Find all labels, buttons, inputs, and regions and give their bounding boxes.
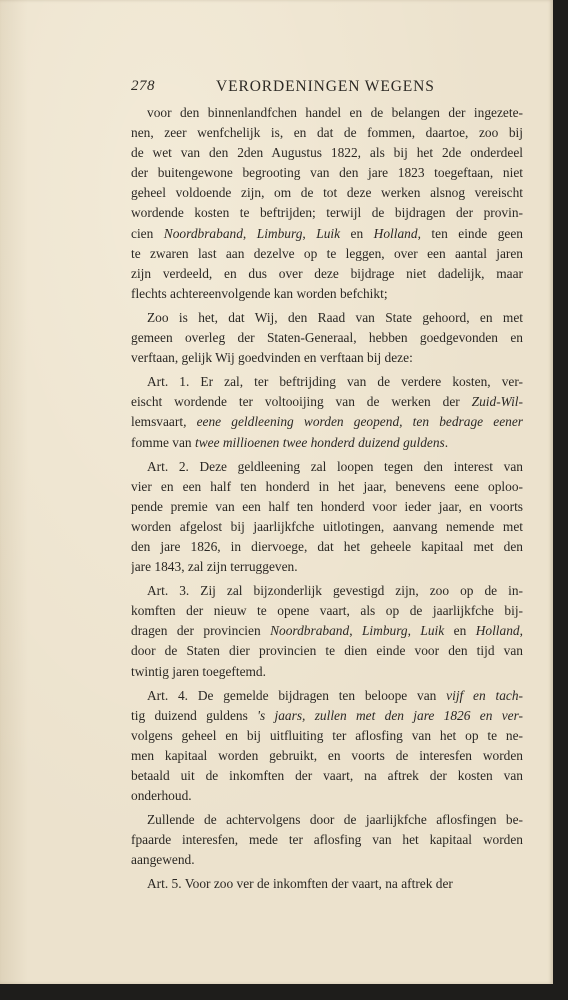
paragraph [131,308,523,368]
italic-text: Limburg [256,225,303,241]
text-segment: twintig jaren toegeftemd. [131,663,266,679]
italic-text: twee millioenen twee honderd duizend guldens [194,434,445,450]
text-line [131,328,523,348]
text-segment: der buitengewone begrooting van den jare 1823 toegeftaan, niet [131,165,523,181]
text-segment: , [519,623,523,639]
italic-text: Limburg [361,623,408,639]
text-line [131,850,523,870]
text-line [131,103,523,123]
text-segment: , ten einde geen [417,225,523,241]
text-line [131,497,523,517]
paragraph [131,103,523,304]
running-title: VERORDENINGEN WEGENS [216,78,435,95]
text-line [131,686,523,706]
text-line [131,224,523,244]
text-line [131,874,523,894]
text-segment: worden afgelost bij jaarlijkfche uitlotingen, aanvang nemende met [131,518,523,534]
text-line [131,203,523,223]
paragraph [131,874,523,894]
paragraph [131,810,523,870]
text-segment: men kapitaal worden gebruikt, en voorts de interesfen worden [131,747,523,763]
text-line [131,786,523,806]
body-text [131,103,523,895]
text-segment: nen, zeer wenfchelijk is, en dat de fommen, daartoe, zoo bij [131,125,523,141]
text-line [131,264,523,284]
italic-text: Luik [420,623,445,639]
text-line [131,183,523,203]
text-line [131,284,523,304]
text-segment: wordende kosten te beftrijden; terwijl de bijdragen der provin- [131,205,523,221]
text-segment: , [302,225,317,241]
text-segment: den jare 1826, in diervoege, dat het geheele kapitaal met den [131,538,523,554]
italic-text: Holland [475,623,520,639]
italic-text: Noordbraband [163,225,243,241]
text-line [131,244,523,264]
text-segment: dragen der provincien [131,623,271,639]
italic-text: 's jaars, zullen met den jare 1826 en ver- [247,707,523,723]
text-segment: Art. 3. Zij zal bijzonderlijk gevestigd zijn, zoo op de in- [147,583,523,599]
text-segment: volgens geheel en bij uitfluiting ter aflosfing van het op te ne- [131,727,523,743]
italic-text: Zuid-Wil- [471,394,523,410]
text-line [131,641,523,661]
text-segment: geheel voldoende zijn, om de tot deze werken alsnog vereischt [131,185,523,201]
text-segment: cien [131,225,164,241]
text-line [131,621,523,641]
text-segment: fpaarde interesfen, mede ter aflosfing van het kapitaal worden [131,832,523,848]
text-segment: lemsvaart [131,414,184,430]
text-segment: zijn verdeeld, en dus over deze bijdrage niet dadelijk, maar [131,265,523,281]
text-line [131,517,523,537]
text-line [131,372,523,392]
text-line [131,477,523,497]
text-line [131,810,523,830]
text-segment: Art. 2. Deze geldleening zal loopen tegen den interest van [147,458,523,474]
text-segment: door de Staten dier provincien te dien einde voor den tijd van [131,643,523,659]
text-line [131,537,523,557]
italic-text: , eene geldleening worden geopend, ten bedrage eener [183,414,523,430]
text-segment: pende premie van een half ten honderd voor ieder jaar, en voorts [131,498,523,514]
text-segment: , [242,225,257,241]
text-segment: , [349,623,362,639]
paragraph [131,372,523,452]
text-line [131,581,523,601]
text-segment: Zoo is het, dat Wij, den Raad van State gehoord, en met [147,309,523,325]
text-segment: komften der nieuw te opene vaart, als op de jaarlijkfche bij- [131,603,523,619]
italic-text: Holland [373,225,418,241]
text-line [131,662,523,682]
text-line [131,601,523,621]
text-line [131,392,523,412]
text-segment: jare 1843, zal zijn terruggeven. [131,559,298,575]
text-line [131,766,523,786]
text-segment: Art. 4. De gemelde bijdragen ten beloope van [147,687,447,703]
page-header [131,78,523,100]
text-segment: Zullende de achtervolgens door de jaarlijkfche aflosfingen be- [147,812,523,828]
text-segment: vier en een half ten honderd in het jaar, benevens eene oploo- [131,478,523,494]
italic-text: Luik [316,225,341,241]
text-segment: te zwaren last aan dezelve op te leggen, over een aantal jaren [131,245,523,261]
text-segment: , [407,623,421,639]
text-line [131,830,523,850]
paragraph [131,686,523,807]
text-line [131,746,523,766]
text-segment: Art. 5. Voor zoo ver de inkomften der vaart, na aftrek der [147,876,453,892]
text-segment: tig duizend guldens [131,707,248,723]
text-line [131,348,523,368]
text-segment: verftaan, gelijk Wij goedvinden en verftaan bij deze: [131,350,413,366]
text-line [131,123,523,143]
text-segment: flechts achtereenvolgende kan worden befchikt; [131,285,388,301]
text-segment: onderhoud. [131,788,192,804]
text-segment: aangewend. [131,852,195,868]
text-segment: Art. 1. Er zal, ter beftrijding van de verdere kosten, ver- [147,374,523,390]
text-line [131,433,523,453]
text-segment: en [444,623,476,639]
text-segment: . [444,434,449,450]
italic-text: Noordbraband [270,623,350,639]
paragraph [131,457,523,578]
text-segment: gemeen overleg der Staten-Generaal, hebben goedgevonden en [131,330,523,346]
text-segment: de wet van den 2den Augustus 1822, als bij het 2de onderdeel [131,145,523,161]
text-line [131,143,523,163]
text-line [131,412,523,432]
text-line [131,706,523,726]
text-line [131,726,523,746]
paragraph [131,581,523,681]
text-line [131,163,523,183]
text-segment: en [340,225,374,241]
text-line [131,308,523,328]
text-segment: eischt wordende ter voltooijing van de werken der [131,394,472,410]
page-number: 278 [131,78,155,94]
text-segment: fomme van [131,434,195,450]
italic-text: vijf en tach- [446,687,523,703]
text-segment: voor den binnenlandfchen handel en de belangen der ingezete- [147,105,523,120]
text-line [131,457,523,477]
text-segment: betaald uit de inkomften der vaart, na aftrek der kosten van [131,768,523,783]
text-line [131,557,523,577]
